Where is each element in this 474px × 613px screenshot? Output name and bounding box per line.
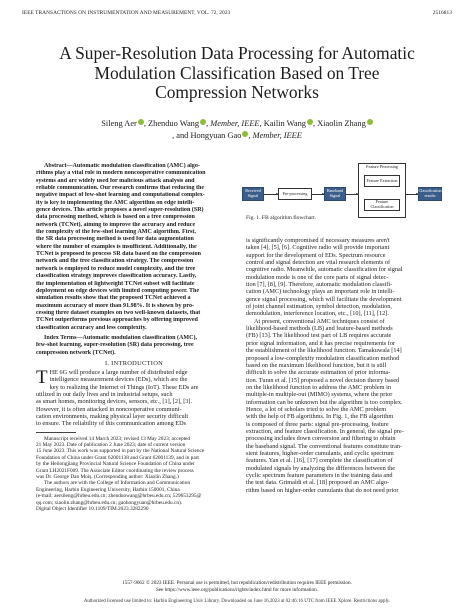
- footnote-line: 15 June 2023. This work was supported in part by the National Natural Science: [36, 448, 205, 455]
- preprocessing-box: Pre-processing: [278, 188, 312, 200]
- body-line: information can be unknown but the algorithm is too complex.: [246, 398, 403, 406]
- abstract-line: systems and are widely used for malicious attack analysis and: [36, 177, 195, 184]
- footnote-line: Grant LH2021F009. The Associate Editor coordinating the review process: [36, 467, 194, 474]
- running-header: [22, 10, 452, 20]
- abstract-line: classification strategy improves classification accuracy. Lastly,: [36, 273, 197, 280]
- footnote-line: by the Heilongjiang Provincial Natural Science Foundation of China under: [36, 461, 195, 468]
- arrow-icon: [406, 194, 418, 195]
- intro-line: However, it is often attacked in noncooperative communi-: [36, 405, 182, 413]
- abstract-line: rithms play a vital role in modern noncooperative communication: [36, 170, 206, 177]
- license-notice: Authorized licensed use limited to: Harbin Engineering Univ Library. Downloaded on June 16,2023 at 02:46:16 UTC from IEEE Xplore. Restrictions apply.: [83, 599, 391, 604]
- intro-line: utilized in our daily lives and in industrial setups, such: [36, 390, 173, 398]
- index-terms-line: compression network (TCNet).: [36, 349, 116, 356]
- abstract-line: cessing three dataset examples on two well-known datasets, that: [36, 309, 201, 316]
- footnote-line: Engineering, Harbin Engineering University, Harbin 150001, China: [36, 486, 180, 493]
- left-column: [36, 163, 232, 512]
- feature-processing-box: Feature Processing: [358, 163, 406, 218]
- body-line: modulation mode is one of the core parts of signal detec-: [246, 273, 389, 281]
- author-membership: Member, IEEE: [252, 131, 302, 140]
- orcid-icon[interactable]: [367, 119, 373, 125]
- intro-line: to ensure. The reliability of this communication among EDs: [36, 420, 187, 428]
- feature-classification-box: Feature Classification: [364, 199, 400, 211]
- body-line: sient features, higher-order cumulants, and cyclic spectrum: [246, 449, 394, 457]
- abstract-line: the SR data processing method is used for data augmentation: [36, 236, 194, 243]
- footnote-line: (e-mail: aersileng@hrbeu.edu.cn; zhenduowang@hrbeu.edu.cn; 529653295@: [36, 493, 202, 500]
- orcid-icon[interactable]: [242, 131, 248, 137]
- index-terms: [36, 335, 232, 357]
- right-column: [246, 237, 442, 494]
- abstract-line: TCNet is proposed to process SR data based on the compression: [36, 251, 201, 258]
- footnote-line: was Dr. George Dan Moiș. (Corresponding author: Xiaolin Zhang.): [36, 474, 179, 481]
- figure-caption: Fig. 1. FB algorithm flowchart.: [246, 215, 317, 221]
- footnote-line: Manuscript received 14 March 2023; revised 13 May 2023; accepted: [44, 435, 191, 442]
- body-line: difficult to solve the accurate estimation of prior informa-: [246, 369, 391, 377]
- footnote: [36, 432, 232, 513]
- body-line: on the likelihood function to address the AMC problem in: [246, 383, 391, 391]
- body-line: proposed a low-complexity modulation classification method: [246, 354, 400, 362]
- classification-results-box: Classification results: [418, 187, 442, 201]
- abstract-line: the implementation of lightweight TCNet subset will facilitate: [36, 280, 195, 287]
- abstract: [36, 163, 232, 332]
- body-line: likelihood-based methods (LB) and feature-based methods: [246, 325, 393, 333]
- baseband-signal-box: Baseband Signal: [324, 187, 346, 201]
- section-heading: I. INTRODUCTION: [104, 359, 164, 367]
- title-line: Modulation Classification Based on Tree: [94, 62, 380, 83]
- body-line: with the help of FB algorithms. In Fig. 1, the FB algorithm: [246, 413, 394, 421]
- author-list: [40, 118, 434, 142]
- abstract-line: ity is key to implementing the AMC algorithm on edge intelli-: [36, 199, 195, 206]
- author-name: Sileng Aer: [101, 119, 137, 128]
- body-line: At present, conventional AMC techniques consist of: [254, 317, 385, 325]
- arrow-icon: [346, 194, 358, 195]
- abstract-line: deployment on edge devices with limited computing power. The: [36, 287, 200, 294]
- body-line: tion. Turan et al. [15] proposed a novel decision theory based: [246, 376, 400, 384]
- rights-link[interactable]: See https://www.ieee.org/publications/rights/index.html for more information.: [155, 587, 319, 593]
- drop-cap: T: [36, 366, 48, 388]
- intro-line: cation environments, making physical layer security difficult: [36, 413, 189, 420]
- body-line: of joint channel estimation, symbol detection, modulation,: [246, 303, 392, 311]
- author-name: , Zhenduo Wang: [143, 119, 200, 128]
- body-line: Hence, a lot of scholars tried to solve the AMC problem: [246, 405, 387, 413]
- body-line: the baseband signal. The conventional features constitute tran-: [246, 442, 403, 450]
- author-membership: Member, IEEE: [210, 119, 260, 128]
- copyright-notice: 1557-9662 © 2023 IEEE. Personal use is permitted, but republication/redistribution requires IEEE permission.: [122, 580, 352, 586]
- abstract-line: maximum accuracy of more than 91.98%. It is shown by pro-: [36, 302, 195, 309]
- footnote-line: Digital Object Identifier 10.1109/TIM.2023.3282290: [36, 505, 149, 512]
- intro-line: key to realizing the Internet of Things (IoT). These EDs are: [49, 383, 199, 391]
- abstract-line: Abstract—Automatic modulation classification (AMC) algo-: [44, 163, 200, 169]
- abstract-line: network is employed to reduce model complexity, and the tree: [36, 265, 196, 272]
- body-line: cation (AMC) technology plays an important role in intelli-: [246, 288, 395, 296]
- received-signal-box: Received Signal: [242, 187, 264, 201]
- body-line: taken [4], [5], [6]. Cognitive radio will provide important: [246, 244, 390, 252]
- abstract-line: classification accuracy and less complexity.: [36, 324, 147, 331]
- abstract-line: reliable communication. Our research confirms that reducing the: [36, 185, 205, 192]
- intro-line: as smart homes, monitoring devices, sensors, etc., [1], [2], [3].: [36, 398, 193, 406]
- footnote-line: qq.com; xiaolin.zhang@hrbeu.edu.cn; gaohongyuan@hrbeu.edu.cn).: [36, 499, 183, 506]
- body-line: support for the development of EDs. Spectrum resource: [246, 251, 386, 259]
- introduction-text: [36, 366, 232, 428]
- footnote-line: Foundation of China under Grant 62001138 and Grant 62001139, and in part: [36, 454, 199, 461]
- body-line: features. Yan et al. [16], [17] complete the classification of: [246, 457, 393, 465]
- author-name: , Kailin Wang: [259, 119, 306, 128]
- body-line: modulated signals by analyzing the differences between the: [246, 464, 395, 472]
- author-separator: ,: [206, 119, 211, 128]
- body-line: is significantly compromised if necessary measures aren't: [246, 237, 390, 244]
- body-line: rithm based on higher-order cumulants that do not need prior: [246, 486, 399, 494]
- arrow-icon: [264, 194, 278, 195]
- abstract-line: TCNet outperforms previous approaches by offering improved: [36, 317, 198, 324]
- body-line: (FB) [13]. The likelihood test part of LB requires accurate: [246, 332, 392, 340]
- arrow-icon: [312, 194, 324, 195]
- body-line: cyclic spectrum feature parameters in the training data and: [246, 472, 393, 479]
- body-line: prior signal information, and it has precise requirements for: [246, 339, 396, 347]
- abstract-line: network and the tree classification strategy. The compression: [36, 258, 194, 265]
- body-line: processing includes down conversion and filtering to obtain: [246, 435, 396, 443]
- abstract-line: simulation results show that the proposed TCNet achieved a: [36, 295, 191, 302]
- body-line: extraction, and feature classification. In general, the signal pre-: [246, 427, 404, 435]
- body-line: cognitive radio. Meanwhile, automatic classification for signal: [246, 266, 403, 274]
- journal-header: IEEE TRANSACTIONS ON INSTRUMENTATION AND MEASUREMENT, VOL. 72, 2023: [22, 10, 231, 16]
- abstract-line: network (TCNet), aiming to improve the accuracy and reduce: [36, 221, 196, 228]
- body-line: gence signal processing, which will facilitate the development: [246, 295, 402, 303]
- abstract-line: the complexity of the few-shot learning AMC algorithm. First,: [36, 229, 196, 236]
- index-terms-line: few-shot learning, super-resolution (SR) data processing, tree: [36, 342, 194, 349]
- body-line: the establishment of the likelihood function. Tamakuwala [14]: [246, 347, 402, 355]
- abstract-line: where the number of examples is insufficient. Additionally, the: [36, 243, 197, 250]
- page-number: 2516813: [432, 10, 452, 16]
- author-name: , and Hongyuan Gao: [172, 131, 242, 140]
- abstract-line: data processing method, which is based on a tree compression: [36, 214, 195, 221]
- title-line: Compression Networks: [155, 82, 319, 103]
- footnote-divider: [36, 432, 76, 433]
- index-terms-line: Index Terms—Automatic modulation classification (AMC),: [44, 334, 198, 341]
- abstract-line: negative impact of few-shot learning and computational complex-: [36, 192, 205, 199]
- footnote-line: The authors are with the College of Information and Communication: [44, 480, 191, 487]
- body-line: the test data. Grimaldi et al. [18] proposed an AMC algo-: [246, 479, 390, 487]
- body-line: tion [7], [8], [9]. Therefore, automatic modulation classifi-: [246, 281, 393, 289]
- intro-line: HE 6G will produce a large number of distributed edge: [49, 368, 188, 376]
- abstract-line: gence devices. This article proposes a novel super-resolution (SR): [36, 207, 204, 214]
- title-line: A Super-Resolution Data Processing for Automatic: [59, 43, 415, 63]
- body-line: multiple-in multiple-out (MIMO) systems, where the prior: [246, 391, 393, 399]
- author-line-2: , and Hongyuan Gao , Member, IEEE: [172, 131, 302, 140]
- author-name: , Xiaolin Zhang: [312, 119, 366, 128]
- body-line: based on the maximum likelihood function, but it is still: [246, 361, 387, 369]
- body-line: demodulation, interference location, etc., [10], [11], [12].: [246, 310, 389, 318]
- feature-extraction-box: Feature Extraction: [364, 175, 400, 187]
- paper-title: [20, 44, 454, 103]
- intro-line: intelligence measurement devices (EDs), which are the: [49, 376, 188, 384]
- body-line: control and signal detection are vital research elements of: [246, 259, 391, 267]
- author-line-1: [40, 118, 434, 130]
- footnote-line: 21 May 2023. Date of publication 2 June 2023; date of current version: [36, 442, 186, 449]
- body-line: is composed of three parts: signal pre-processing, feature: [246, 420, 389, 428]
